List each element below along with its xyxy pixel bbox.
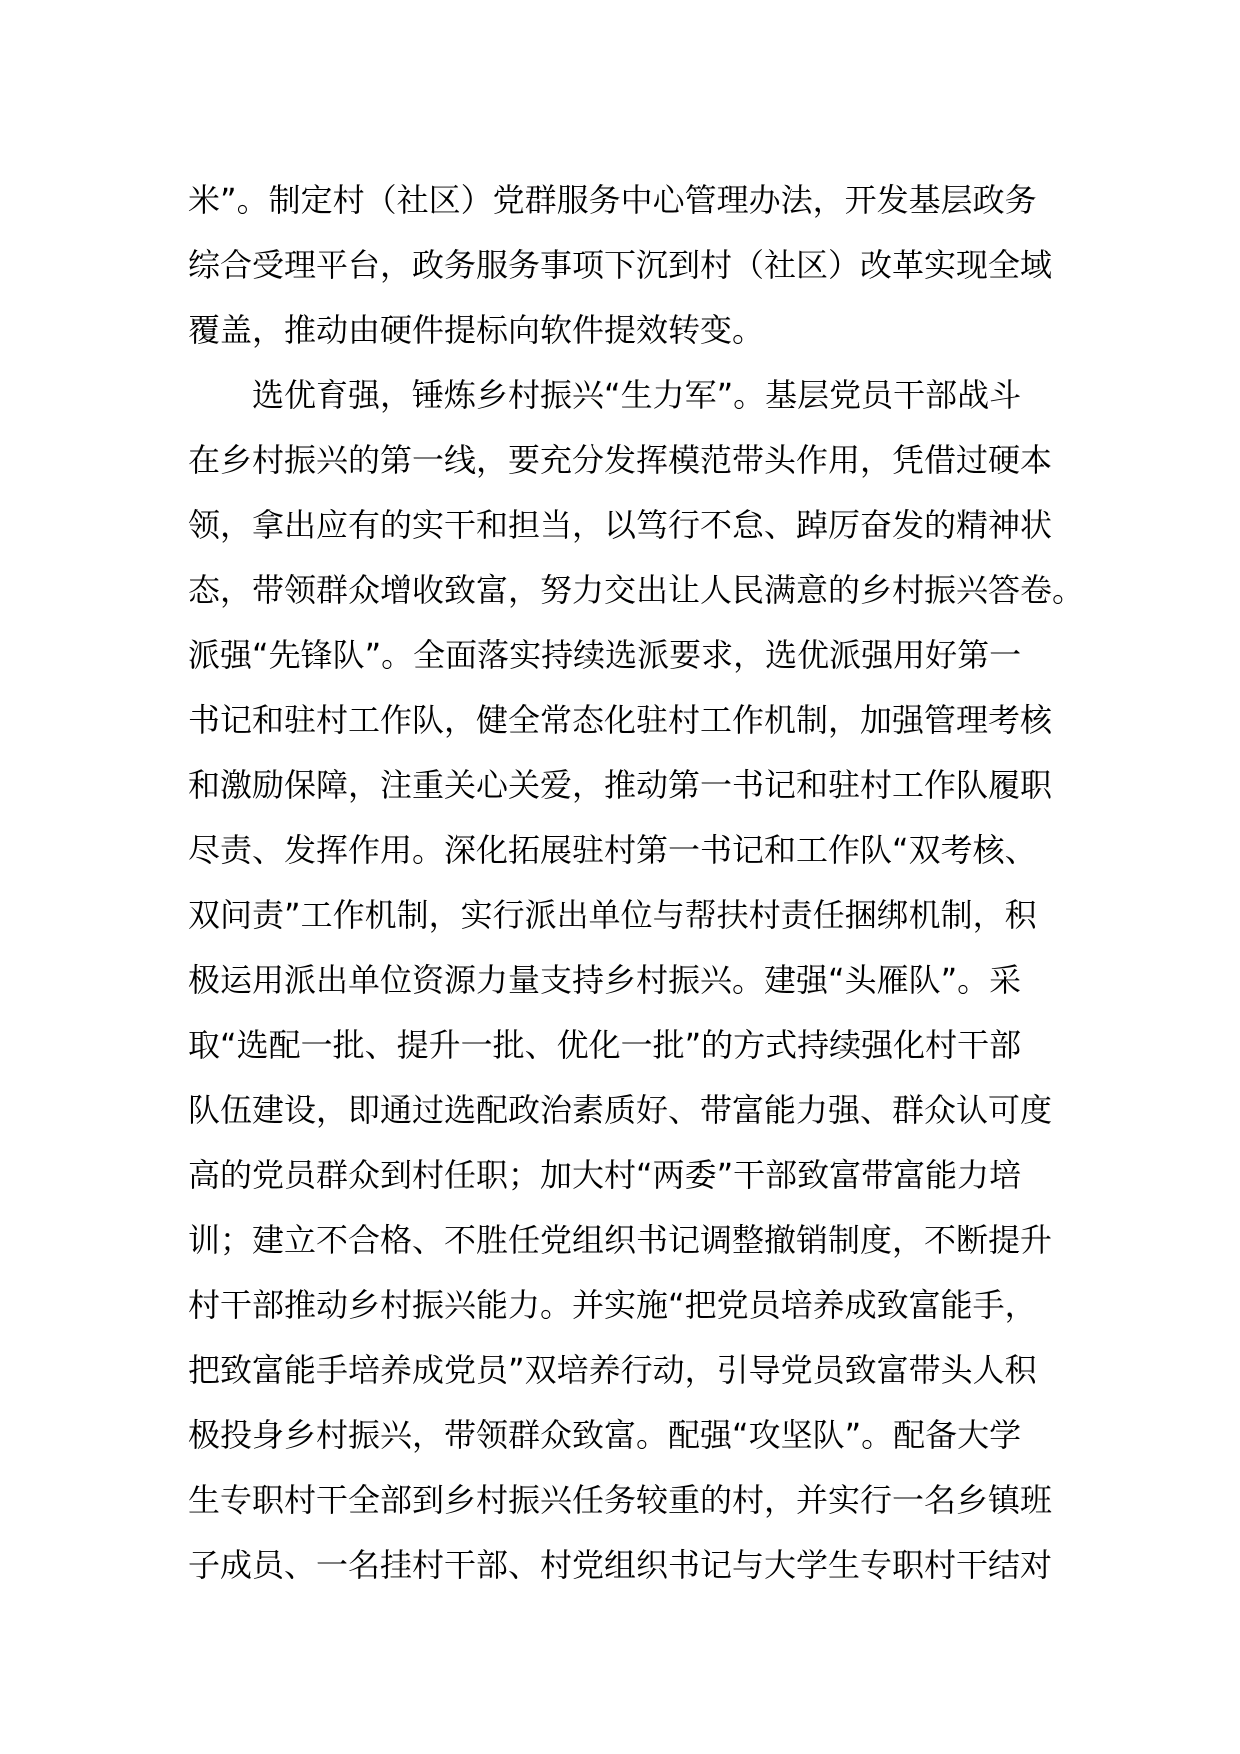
text-line: 领，拿出应有的实干和担当，以笃行不怠、踔厉奋发的精神状 <box>188 506 1053 544</box>
text-line: 书记和驻村工作队，健全常态化驻村工作机制，加强管理考核 <box>188 701 1053 739</box>
text-line: 综合受理平台，政务服务事项下沉到村（社区）改革实现全域 <box>188 246 1053 284</box>
text-line: 训；建立不合格、不胜任党组织书记调整撤销制度，不断提升 <box>188 1221 1053 1259</box>
text-line: 村干部推动乡村振兴能力。并实施“把党员培养成致富能手， <box>188 1286 1037 1324</box>
text-line: 尽责、发挥作用。深化拓展驻村第一书记和工作队“双考核、 <box>188 831 1037 869</box>
paragraph-first-line: 选优育强，锤炼乡村振兴“生力军”。基层党员干部战斗 <box>252 376 1022 414</box>
text-line: 极投身乡村振兴，带领群众致富。配强“攻坚队”。配备大学 <box>188 1416 1022 1454</box>
text-line: 高的党员群众到村任职；加大村“两委”干部致富带富能力培 <box>188 1156 1022 1194</box>
text-line: 双问责”工作机制，实行派出单位与帮扶村责任捆绑机制，积 <box>188 896 1037 934</box>
text-line: 生专职村干全部到乡村振兴任务较重的村，并实行一名乡镇班 <box>188 1481 1053 1519</box>
text-line: 取“选配一批、提升一批、优化一批”的方式持续强化村干部 <box>188 1026 1022 1064</box>
text-line: 米”。制定村（社区）党群服务中心管理办法，开发基层政务 <box>188 181 1037 219</box>
text-line: 和激励保障，注重关心关爱，推动第一书记和驻村工作队履职 <box>188 766 1053 804</box>
text-line: 态，带领群众增收致富，努力交出让人民满意的乡村振兴答卷。 <box>188 571 1085 609</box>
document-body <box>188 168 1085 1598</box>
text-line: 把致富能手培养成党员”双培养行动，引导党员致富带头人积 <box>188 1351 1037 1389</box>
text-line: 派强“先锋队”。全面落实持续选派要求，选优派强用好第一 <box>188 636 1022 674</box>
text-line: 队伍建设，即通过选配政治素质好、带富能力强、群众认可度 <box>188 1091 1053 1129</box>
text-line: 在乡村振兴的第一线，要充分发挥模范带头作用，凭借过硬本 <box>188 441 1053 479</box>
text-line: 子成员、一名挂村干部、村党组织书记与大学生专职村干结对 <box>188 1546 1053 1584</box>
text-line: 极运用派出单位资源力量支持乡村振兴。建强“头雁队”。采 <box>188 961 1022 999</box>
text-line: 覆盖，推动由硬件提标向软件提效转变。 <box>188 311 765 349</box>
